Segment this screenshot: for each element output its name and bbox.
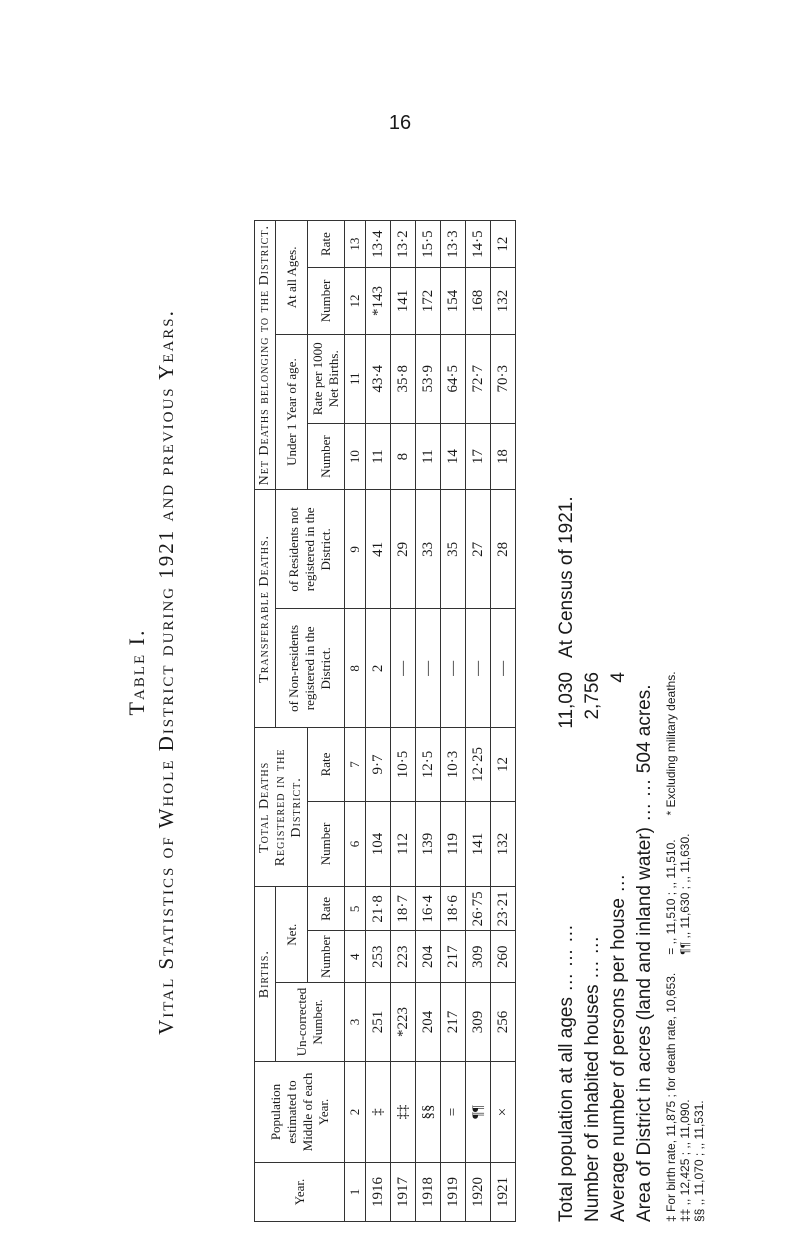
header-uncorrected: Un-corrected Number. (276, 983, 345, 1062)
col-number: 4 (345, 931, 366, 983)
cell-td-num: 141 (466, 801, 491, 887)
cell-td-rate: 10·3 (441, 728, 466, 801)
cell-td-rate: 12·5 (416, 728, 441, 801)
header-births: Births. (255, 887, 276, 1062)
cell-u1-rate: 35·8 (391, 334, 416, 423)
footnote-military: * Excluding military deaths. (664, 671, 678, 816)
table-title-line1: Table I. (124, 628, 149, 716)
header-all-ages: At all Ages. (276, 221, 308, 335)
cell-nonres: — (466, 609, 491, 728)
cell-nonres: — (491, 609, 516, 728)
cell-all-num: 132 (491, 268, 516, 335)
summary-population-label: Total population at all ages (556, 997, 577, 1222)
summary-row-population (554, 72, 580, 1222)
cell-net-num: 223 (391, 931, 416, 983)
column-number-row (345, 221, 366, 1222)
cell-all-num: *143 (366, 268, 391, 335)
col-number: 6 (345, 801, 366, 887)
summary-persons-value: 4 (608, 672, 629, 683)
cell-td-num: 139 (416, 801, 441, 887)
cell-res: 28 (491, 490, 516, 609)
table-title (124, 122, 179, 1222)
footnote-line: §§ ,, 11,070 ; ,, 11,531. (692, 1100, 706, 1222)
cell-u1-rate: 43·4 (366, 334, 391, 423)
header-population: Population estimated to Middle of each Year. (255, 1062, 345, 1163)
table-row (391, 221, 416, 1222)
census-summary (554, 72, 658, 1222)
cell-all-num: 154 (441, 268, 466, 335)
table-row (441, 221, 466, 1222)
table-row (466, 221, 491, 1222)
cell-res: 27 (466, 490, 491, 609)
cell-pop: ¶¶ (466, 1062, 491, 1163)
cell-nonres: — (441, 609, 466, 728)
summary-dots: … … (582, 935, 603, 980)
cell-td-rate: 12·25 (466, 728, 491, 801)
col-number: 7 (345, 728, 366, 801)
col-number: 2 (345, 1062, 366, 1163)
summary-houses-label: Number of inhabited houses (582, 984, 603, 1222)
header-residents-not-registered: of Residents not registered in the District. (276, 490, 345, 609)
summary-dots: … … … (556, 924, 577, 992)
footnote-line: ¶¶ ,, 11,630 ; ,, 11,630. (678, 833, 692, 955)
cell-nonres: 2 (366, 609, 391, 728)
summary-row-persons (606, 72, 632, 1222)
cell-u1-rate: 72·7 (466, 334, 491, 423)
col-number: 3 (345, 983, 366, 1062)
header-allages-number: Number (308, 268, 345, 335)
summary-houses-value: 2,756 (582, 672, 603, 720)
cell-pop: §§ (416, 1062, 441, 1163)
cell-year: 1919 (441, 1163, 466, 1222)
col-number: 9 (345, 490, 366, 609)
header-net: Net. (276, 887, 308, 983)
cell-net-rate: 21·8 (366, 887, 391, 931)
header-under-1: Under 1 Year of age. (276, 334, 308, 490)
cell-td-rate: 10·5 (391, 728, 416, 801)
table-body (366, 221, 516, 1222)
footnote-line: ‡‡ ,, 12,425 ; ,, 11,090. (678, 1099, 692, 1222)
cell-year: 1921 (491, 1163, 516, 1222)
cell-net-num: 260 (491, 931, 516, 983)
summary-area-label: Area of District in acres (land and inland water) (634, 827, 655, 1222)
cell-u1-num: 14 (441, 423, 466, 490)
cell-all-rate: 14·5 (466, 221, 491, 268)
cell-td-rate: 12 (491, 728, 516, 801)
cell-all-rate: 13·3 (441, 221, 466, 268)
cell-td-num: 112 (391, 801, 416, 887)
cell-res: 33 (416, 490, 441, 609)
cell-u1-num: 8 (391, 423, 416, 490)
header-transferable: Transferable Deaths. (255, 490, 276, 728)
header-non-residents: of Non-residents registered in the District. (276, 609, 345, 728)
cell-net-num: 204 (416, 931, 441, 983)
header-under1-rate: Rate per 1000 Net Births. (308, 334, 345, 423)
cell-net-rate: 23·21 (491, 887, 516, 931)
cell-net-num: 253 (366, 931, 391, 983)
cell-u1-rate: 70·3 (491, 334, 516, 423)
cell-year: 1917 (391, 1163, 416, 1222)
cell-u1-rate: 64·5 (441, 334, 466, 423)
cell-td-rate: 9·7 (366, 728, 391, 801)
header-allages-rate: Rate (308, 221, 345, 268)
summary-row-area (632, 72, 658, 1222)
col-number: 1 (345, 1163, 366, 1222)
col-number: 11 (345, 334, 366, 423)
cell-u1-num: 11 (416, 423, 441, 490)
header-year: Year. (255, 1163, 345, 1222)
cell-all-num: 168 (466, 268, 491, 335)
cell-td-num: 132 (491, 801, 516, 887)
cell-res: 41 (366, 490, 391, 609)
summary-row-houses (580, 72, 606, 1222)
cell-net-rate: 16·4 (416, 887, 441, 931)
page-number: 16 (388, 112, 412, 134)
header-births-rate: Rate (308, 887, 345, 931)
cell-unc: 204 (416, 983, 441, 1062)
cell-all-rate: 13·4 (366, 221, 391, 268)
summary-persons-label: Average number of persons per house (608, 898, 629, 1222)
cell-unc: *223 (391, 983, 416, 1062)
col-number: 10 (345, 423, 366, 490)
summary-population-value: 11,030 (556, 672, 577, 729)
cell-u1-num: 11 (366, 423, 391, 490)
table-row (416, 221, 441, 1222)
col-number: 12 (345, 268, 366, 335)
cell-pop: = (441, 1062, 466, 1163)
cell-td-num: 104 (366, 801, 391, 887)
census-note: At Census of 1921. (556, 496, 577, 658)
cell-net-rate: 18·6 (441, 887, 466, 931)
cell-year: 1916 (366, 1163, 391, 1222)
summary-dots: … (608, 873, 629, 893)
summary-dots: … … (634, 778, 655, 822)
cell-net-rate: 18·7 (391, 887, 416, 931)
cell-pop: ‡‡ (391, 1062, 416, 1163)
cell-net-num: 309 (466, 931, 491, 983)
col-number: 5 (345, 887, 366, 931)
cell-unc: 251 (366, 983, 391, 1062)
cell-u1-num: 18 (491, 423, 516, 490)
table-row (366, 221, 391, 1222)
cell-nonres: — (416, 609, 441, 728)
cell-td-num: 119 (441, 801, 466, 887)
table-title-line2: Vital Statistics of Whole District during 1921 and previous Years. (154, 309, 178, 1035)
cell-u1-num: 17 (466, 423, 491, 490)
cell-res: 35 (441, 490, 466, 609)
summary-area-value: 504 acres. (634, 684, 655, 774)
cell-all-rate: 15·5 (416, 221, 441, 268)
cell-all-num: 141 (391, 268, 416, 335)
cell-pop: ‡ (366, 1062, 391, 1163)
cell-year: 1918 (416, 1163, 441, 1222)
cell-all-rate: 12 (491, 221, 516, 268)
cell-all-num: 172 (416, 268, 441, 335)
footnotes (664, 72, 706, 1222)
table-row (491, 221, 516, 1222)
rotated-table-sheet (124, 52, 706, 1222)
cell-pop: × (491, 1062, 516, 1163)
cell-year: 1920 (466, 1163, 491, 1222)
cell-all-rate: 13·2 (391, 221, 416, 268)
cell-nonres: — (391, 609, 416, 728)
cell-net-num: 217 (441, 931, 466, 983)
footnote-line: = ,, 11,510 ; ,, 11,510. (664, 839, 678, 955)
cell-unc: 256 (491, 983, 516, 1062)
vital-statistics-table (254, 220, 516, 1222)
col-number: 13 (345, 221, 366, 268)
col-number: 8 (345, 609, 366, 728)
footnote-line: ‡ For birth rate, 11,875 ; for death rate, 10,653. (664, 972, 678, 1222)
header-births-number: Number (308, 931, 345, 983)
cell-u1-rate: 53·9 (416, 334, 441, 423)
header-deaths-number: Number (308, 801, 345, 887)
header-under1-number: Number (308, 423, 345, 490)
header-net-deaths: Net Deaths belonging to the District. (255, 221, 276, 490)
cell-unc: 309 (466, 983, 491, 1062)
header-deaths-rate: Rate (308, 728, 345, 801)
cell-unc: 217 (441, 983, 466, 1062)
cell-net-rate: 26·75 (466, 887, 491, 931)
cell-res: 29 (391, 490, 416, 609)
header-total-deaths: Total Deaths Registered in the District. (255, 728, 308, 887)
